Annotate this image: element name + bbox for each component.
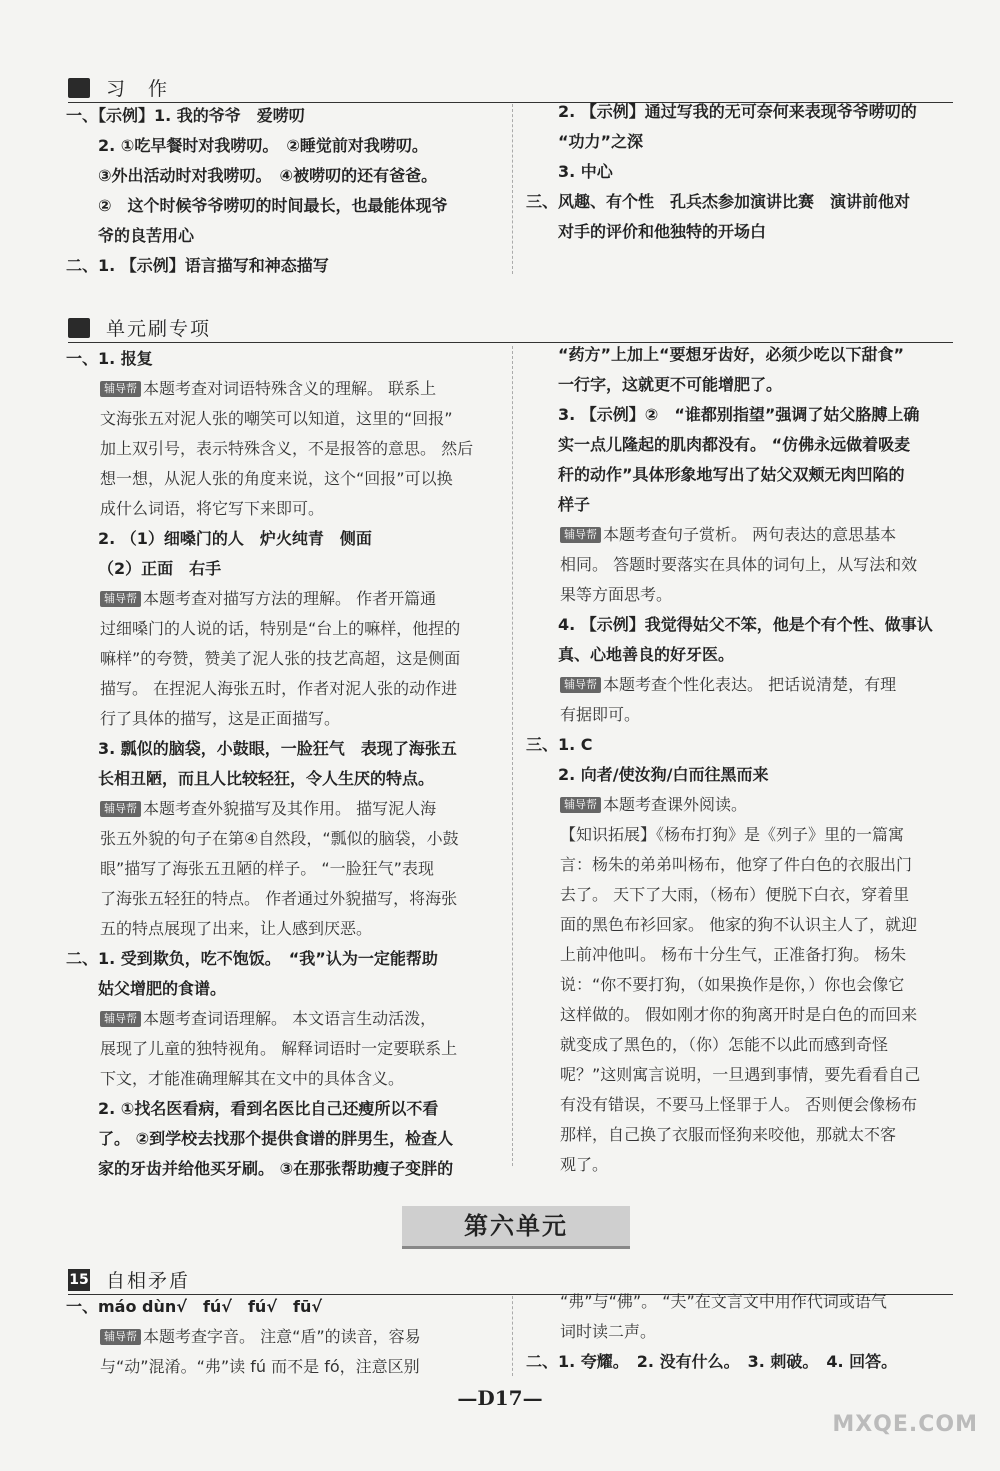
unit-title-banner: 第六单元 bbox=[402, 1206, 630, 1249]
answer-line: 家的牙齿并给他买牙刷。 ③在那张帮助瘦子变胖的 bbox=[98, 1159, 454, 1178]
section-marker-icon bbox=[68, 78, 90, 98]
lesson-number-badge: 15 bbox=[68, 1269, 90, 1291]
answer-line: 爷的良苦用心 bbox=[98, 226, 195, 245]
danyuan-right-column bbox=[526, 340, 956, 1180]
zixiang-right-column bbox=[526, 1287, 956, 1377]
hint-tag: 辅导帮 bbox=[100, 801, 141, 817]
hint-line: “弗”与“佛”。 “夫”在文言文中用作代词或语气 bbox=[560, 1292, 887, 1311]
hint-line: 过细嗓门的人说的话，特别是“台上的嘛样，他捏的 bbox=[100, 619, 461, 638]
section-header-danyuan bbox=[68, 312, 953, 343]
answer-line: （2）正面 右手 bbox=[98, 559, 222, 578]
section-title: 自相矛盾 bbox=[106, 1270, 191, 1292]
answer-line: “药方”上加上“要想牙齿好，必须少吃以下甜食” bbox=[558, 345, 905, 364]
hint-line: 成什么词语，将它写下来即可。 bbox=[100, 499, 325, 518]
hint-tag: 辅导帮 bbox=[100, 1011, 141, 1027]
hint-line: 了海张五轻狂的特点。 作者通过外貌描写，将海张 bbox=[100, 889, 458, 908]
hint-text: 本题考查个性化表达。 把话说清楚，有理 bbox=[603, 675, 897, 694]
hint-line: 张五外貌的句子在第④自然段，“瓢似的脑袋，小鼓 bbox=[100, 829, 459, 848]
answer-line: “功力”之深 bbox=[558, 132, 644, 151]
answer-line: 三、风趣、有个性 孔兵杰参加演讲比赛 演讲前他对 bbox=[526, 192, 911, 211]
hint-line bbox=[66, 584, 506, 614]
answer-line: 二、1. 【示例】语言描写和神态描写 bbox=[66, 256, 329, 275]
hint-line bbox=[66, 1004, 506, 1034]
hint-line: 词时读二声。 bbox=[560, 1322, 657, 1341]
xizuo-left-column bbox=[66, 101, 506, 281]
answer-line: 样子 bbox=[558, 495, 591, 514]
hint-line: 五的特点展现了出来，让人感到厌恶。 bbox=[100, 919, 373, 938]
hint-line bbox=[66, 794, 506, 824]
section-marker-icon bbox=[68, 318, 90, 338]
answer-line: 姑父增肥的食谱。 bbox=[98, 979, 227, 998]
xizuo-right-column bbox=[526, 97, 956, 247]
hint-line: 相同。 答题时要落实在具体的词句上，从写法和效 bbox=[560, 555, 918, 574]
column-divider bbox=[512, 1296, 513, 1376]
extension-line: 说：“你不要打狗，（如果换作是你，）你也会像它 bbox=[560, 975, 905, 994]
answer-line: 4. 【示例】我觉得姑父不笨，他是个有个性、做事认 bbox=[558, 615, 933, 634]
hint-tag: 辅导帮 bbox=[560, 797, 601, 813]
hint-text: 本题考查字音。 注意“盾”的读音，容易 bbox=[143, 1327, 421, 1346]
hint-text: 本题考查外貌描写及其作用。 描写泥人海 bbox=[143, 799, 437, 818]
hint-tag: 辅导帮 bbox=[100, 1329, 141, 1345]
answer-line: 一、【示例】1. 我的爷爷 爱唠叨 bbox=[66, 106, 305, 125]
column-divider bbox=[512, 104, 513, 274]
hint-line: 果等方面思考。 bbox=[560, 585, 673, 604]
hint-line: 眼”描写了海张五丑陋的样子。 “一脸狂气”表现 bbox=[100, 859, 434, 878]
answer-line: ② 这个时候爷爷唠叨的时间最长，也最能体现爷 bbox=[98, 196, 448, 215]
answer-line: 2. 向者/使汝狗/白而往黑而来 bbox=[558, 765, 769, 784]
hint-text: 本题考查句子赏析。 两句表达的意思基本 bbox=[603, 525, 897, 544]
hint-tag: 辅导帮 bbox=[560, 677, 601, 693]
extension-line: 言：杨朱的弟弟叫杨布，他穿了件白色的衣服出门 bbox=[560, 855, 913, 874]
section-title: 习 作 bbox=[106, 78, 170, 100]
hint-tag: 辅导帮 bbox=[100, 591, 141, 607]
answer-line: 三、1. C bbox=[526, 735, 593, 754]
hint-text: 本题考查课外阅读。 bbox=[603, 795, 748, 814]
hint-tag: 辅导帮 bbox=[100, 381, 141, 397]
hint-line: 与“动”混淆。“弗”读 fú 而不是 fó，注意区别 bbox=[100, 1357, 420, 1376]
answer-line: 二、1. 受到欺负，吃不饱饭。 “我”认为一定能帮助 bbox=[66, 949, 438, 968]
answer-line: 一、máo dùn√ fú√ fú√ fū√ bbox=[66, 1297, 323, 1316]
column-divider bbox=[512, 346, 513, 1166]
hint-line: 文海张五对泥人张的嘲笑可以知道，这里的“回报” bbox=[100, 409, 453, 428]
hint-line bbox=[66, 374, 506, 404]
hint-line bbox=[526, 520, 956, 550]
extension-line: 这样做的。 假如刚才你的狗离开时是白色的而回来 bbox=[560, 1005, 918, 1024]
answer-line: 二、1. 夸耀。 2. 没有什么。 3. 刺破。 4. 回答。 bbox=[526, 1352, 898, 1371]
hint-line bbox=[526, 790, 956, 820]
answer-line: 3. 瓢似的脑袋，小鼓眼，一脸狂气 表现了海张五 bbox=[98, 739, 457, 758]
hint-line: 加上双引号，表示特殊含义，不是报答的意思。 然后 bbox=[100, 439, 474, 458]
extension-line: 【知识拓展】《杨布打狗》是《列子》里的一篇寓 bbox=[560, 825, 905, 844]
extension-line: 呢？”这则寓言说明，一旦遇到事情，要先看看自己 bbox=[560, 1065, 921, 1084]
danyuan-left-column bbox=[66, 344, 506, 1184]
answer-line: 秆的动作”具体形象地写出了姑父双颊无肉凹陷的 bbox=[558, 465, 905, 484]
hint-text: 本题考查对词语特殊含义的理解。 联系上 bbox=[143, 379, 437, 398]
answer-line: 2. 【示例】通过写我的无可奈何来表现爷爷唠叨的 bbox=[558, 102, 917, 121]
hint-line: 有据即可。 bbox=[560, 705, 641, 724]
extension-line: 观了。 bbox=[560, 1155, 609, 1174]
hint-tag: 辅导帮 bbox=[560, 527, 601, 543]
hint-line: 嘛样”的夸赞，赞美了泥人张的技艺高超，这是侧面 bbox=[100, 649, 461, 668]
answer-line: 一、1. 报复 bbox=[66, 349, 153, 368]
answer-line: 3. 【示例】② “谁都别指望”强调了姑父胳膊上确 bbox=[558, 405, 920, 424]
answer-line: 长相丑陋，而且人比较轻狂，令人生厌的特点。 bbox=[98, 769, 435, 788]
answer-line: 2. ①吃早餐时对我唠叨。 ②睡觉前对我唠叨。 bbox=[98, 136, 428, 155]
hint-line bbox=[526, 670, 956, 700]
hint-line: 想一想，从泥人张的角度来说，这个“回报”可以换 bbox=[100, 469, 453, 488]
answer-line: 2. ①找名医看病，看到名医比自己还瘦所以不看 bbox=[98, 1099, 439, 1118]
hint-line bbox=[66, 1322, 506, 1352]
answer-line: ③外出活动时对我唠叨。 ④被唠叨的还有爸爸。 bbox=[98, 166, 438, 185]
extension-line: 就变成了黑色的，（你）怎能不以此而感到奇怪 bbox=[560, 1035, 889, 1054]
extension-line: 那样，自己换了衣服而怪狗来咬他，那就太不客 bbox=[560, 1125, 897, 1144]
answer-line: 一行字，这就更不可能增肥了。 bbox=[558, 375, 783, 394]
answer-line: 真、心地善良的好牙医。 bbox=[558, 645, 735, 664]
extension-line: 上前冲他叫。 杨布十分生气，正准备打狗。 杨朱 bbox=[560, 945, 907, 964]
answer-line: 对手的评价和他独特的开场白 bbox=[558, 222, 767, 241]
answer-line: 了。 ②到学校去找那个提供食谱的胖男生，检查人 bbox=[98, 1129, 454, 1148]
hint-line: 展现了儿童的独特视角。 解释词语时一定要联系上 bbox=[100, 1039, 458, 1058]
hint-text: 本题考查对描写方法的理解。 作者开篇通 bbox=[143, 589, 437, 608]
extension-line: 有没有错误，不要马上怪罪于人。 否则便会像杨布 bbox=[560, 1095, 918, 1114]
extension-line: 去了。 天下了大雨，（杨布）便脱下白衣，穿着里 bbox=[560, 885, 910, 904]
answer-line: 2. （1）细嗓门的人 炉火纯青 侧面 bbox=[98, 529, 372, 548]
hint-line: 行了具体的描写，这是正面描写。 bbox=[100, 709, 341, 728]
extension-line: 面的黑色布衫回家。 他家的狗不认识主人了，就迎 bbox=[560, 915, 918, 934]
watermark: MXQE.COM bbox=[832, 1412, 978, 1437]
section-title: 单元刷专项 bbox=[106, 318, 212, 340]
hint-text: 本题考查词语理解。 本文语言生动活泼， bbox=[143, 1009, 437, 1028]
hint-line: 描写。 在捏泥人海张五时，作者对泥人张的动作进 bbox=[100, 679, 458, 698]
answer-line: 实一点儿隆起的肌肉都没有。 “仿佛永远做着吸麦 bbox=[558, 435, 911, 454]
page-number: —D17— bbox=[457, 1386, 543, 1410]
answer-line: 3. 中心 bbox=[558, 162, 613, 181]
hint-line: 下文，才能准确理解其在文中的具体含义。 bbox=[100, 1069, 405, 1088]
zixiang-left-column bbox=[66, 1292, 506, 1382]
